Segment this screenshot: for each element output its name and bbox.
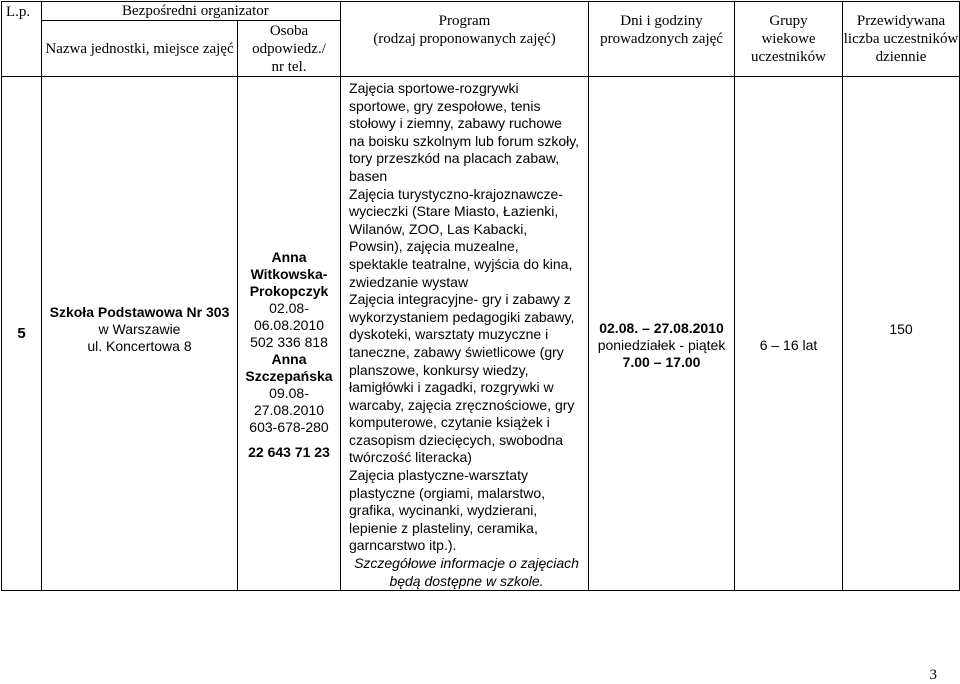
row-program	[341, 77, 589, 591]
program-lines	[349, 80, 584, 555]
header-person: Osoba odpowiedz./ nr tel.	[238, 21, 341, 77]
program-line: wycieczki (Stare Miasto, Łazienki,	[349, 203, 559, 220]
program-line: twórczość literacka)	[349, 449, 472, 466]
program-line: spektakle teatralne, wyjścia do kina,	[349, 255, 573, 272]
program-line: plastyczne (orgiami, malarstwo,	[349, 484, 546, 501]
program-line: komputerowe, czytanie książek i	[349, 414, 550, 431]
header-days: Dni i godziny prowadzonych zajęć	[589, 2, 735, 77]
program-line: sportowe, gry zespołowe, tenis	[349, 97, 541, 114]
row-unit: Szkoła Podstawowa Nr 303 w Warszawie ul. Koncertowa 8	[42, 77, 238, 591]
program-line: Wilanów, ZOO, Las Kabacki,	[349, 220, 528, 237]
row-lp: 5	[2, 77, 42, 591]
program-line: grafika, wycinanki, wydzierani,	[349, 502, 538, 519]
program-line: łamigłówki i zagadki, rozgrywki w	[349, 379, 554, 396]
program-line: lepienie z plasteliny, ceramika,	[349, 519, 538, 536]
header-unit: Nazwa jednostki, miejsce zajęć	[42, 21, 238, 77]
program-note-1: Szczegółowe informacje o zajęciach	[354, 555, 579, 572]
page-number: 3	[929, 667, 937, 683]
program-line: dyskoteki, warsztaty muzyczne i	[349, 326, 549, 343]
header-organizer: Bezpośredni organizator	[42, 2, 341, 21]
program-line: stołowy i ziemny, zabawy ruchowe	[349, 115, 562, 132]
program-line: zwiedzanie wystaw	[349, 273, 469, 290]
header-program: Program (rodzaj proponowanych zajęć)	[341, 2, 589, 77]
program-line: warcaby, zajęcia zręcznościowe, gry	[349, 396, 575, 413]
program-line: Powsin), zajęcia muzealne,	[349, 238, 519, 255]
program-line: planszowe, konkursy wiedzy,	[349, 361, 529, 378]
schedule-table	[1, 1, 960, 591]
program-line: tory przeszkód na placach zabaw,	[349, 150, 560, 167]
program-line: basen	[349, 167, 388, 184]
program-line: Zajęcia plastyczne-warsztaty	[349, 467, 528, 484]
program-line: garncarstwo itp.).	[349, 537, 457, 554]
program-line: wykorzystaniem pedagogiki zabawy,	[349, 308, 575, 325]
program-line: Zajęcia sportowe-rozgrywki	[349, 80, 519, 96]
row-expected: 150	[843, 77, 960, 591]
row-groups: 6 – 16 lat	[735, 77, 843, 591]
program-line: na boisku szkolnym lub forum szkoły,	[349, 132, 580, 149]
program-line: taneczne, zabawy świetlicowe (gry	[349, 343, 564, 360]
header-lp: L.p.	[2, 2, 42, 77]
header-expected: Przewidywana liczba uczestników dziennie	[843, 2, 960, 77]
program-note-2: będą dostępne w szkole.	[389, 572, 544, 589]
row-days: 02.08. – 27.08.2010 poniedziałek - piątek 7.00 – 17.00	[589, 77, 735, 591]
program-line: czasopism dziecięcych, swobodna	[349, 431, 564, 448]
program-line: Zajęcia integracyjne- gry i zabawy z	[349, 291, 571, 308]
program-line: Zajęcia turystyczno-krajoznawcze-	[349, 185, 563, 202]
row-person: Anna Witkowska- Prokopczyk 02.08- 06.08.2010 502 336 818 Anna Szczepańska 09.08- 27.08.2010 603-678-280 22 643 71 23	[238, 77, 341, 591]
header-groups: Grupy wiekowe uczestników	[735, 2, 843, 77]
